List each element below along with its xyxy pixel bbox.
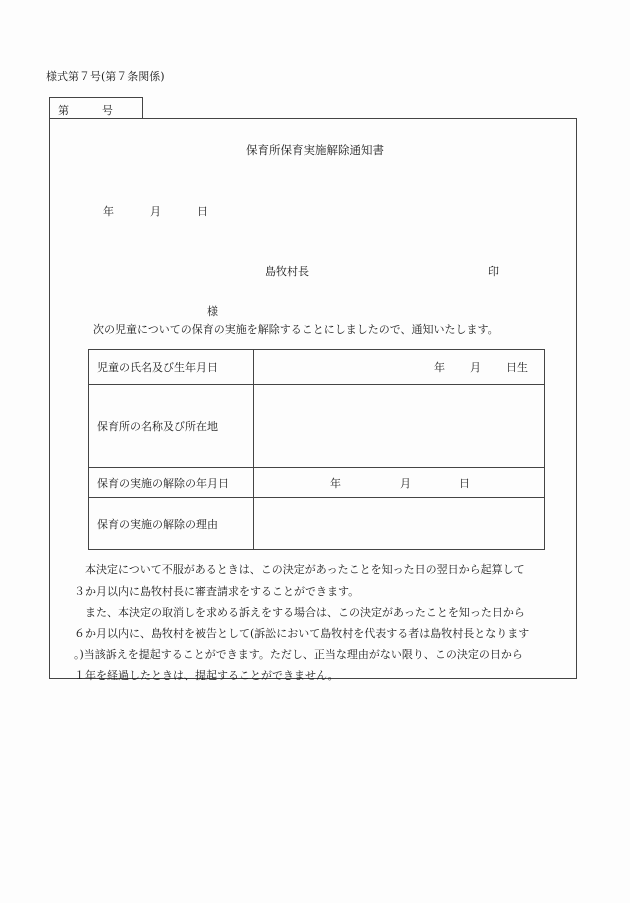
table-row: [89, 350, 545, 385]
document-number-suffix: 号: [102, 104, 113, 117]
notice-line: ６か月以内に、島牧村を被告として(訴訟において島牧村を代表する者は島牧村長となります: [74, 627, 530, 640]
release-year-unit: 年: [330, 476, 341, 490]
nursery-cell: [254, 385, 545, 468]
release-date-cell: [254, 468, 545, 498]
intro-text: 次の児童についての保育の実施を解除することにしましたので、通知いたします。: [93, 323, 499, 336]
reason-cell: [254, 498, 545, 550]
notice-line: 本決定について不服があるときは、この決定があったことを知った日の翌日から起算して: [74, 563, 525, 576]
table-row: [89, 468, 545, 498]
release-day-unit: 日: [459, 476, 470, 490]
table-row: [89, 498, 545, 550]
row-label-release-date: 保育の実施の解除の年月日: [89, 468, 254, 498]
birth-month-unit: 月: [470, 361, 481, 374]
notice-line: １年を経過したときは、提起することができません。: [74, 669, 339, 682]
row-label-nursery: 保育所の名称及び所在地: [89, 385, 254, 468]
notice-line: 。)当該訴えを提起することができます。ただし、正当な理由がない限り、この決定の日から: [74, 648, 523, 661]
release-month-unit: 月: [400, 476, 411, 490]
row-label-reason: 保育の実施の解除の理由: [89, 498, 254, 550]
notice-line: また、本決定の取消しを求める訴えをする場合は、この決定があったことを知った日から: [74, 606, 525, 619]
document-title: 保育所保育実施解除通知書: [246, 143, 384, 157]
table-row: [89, 385, 545, 468]
info-table: [88, 349, 545, 550]
birth-day-unit: 日生: [506, 361, 528, 374]
row-label-child: 児童の氏名及び生年月日: [89, 350, 254, 385]
notice-line: ３か月以内に島牧村長に審査請求をすることができます。: [74, 585, 360, 598]
seal-mark: 印: [488, 265, 499, 278]
document-number-box: [49, 97, 143, 119]
issue-date-day: 日: [197, 205, 208, 218]
issuer-title: 島牧村長: [265, 265, 309, 278]
issue-date-month: 月: [150, 205, 161, 218]
birth-year-unit: 年: [434, 361, 445, 374]
form-label: 様式第７号(第７条関係): [46, 70, 165, 83]
child-birthdate-cell: [254, 350, 545, 385]
recipient-honorific: 様: [207, 305, 218, 318]
issue-date-year: 年: [103, 205, 114, 218]
document-number-prefix: 第: [58, 104, 69, 117]
